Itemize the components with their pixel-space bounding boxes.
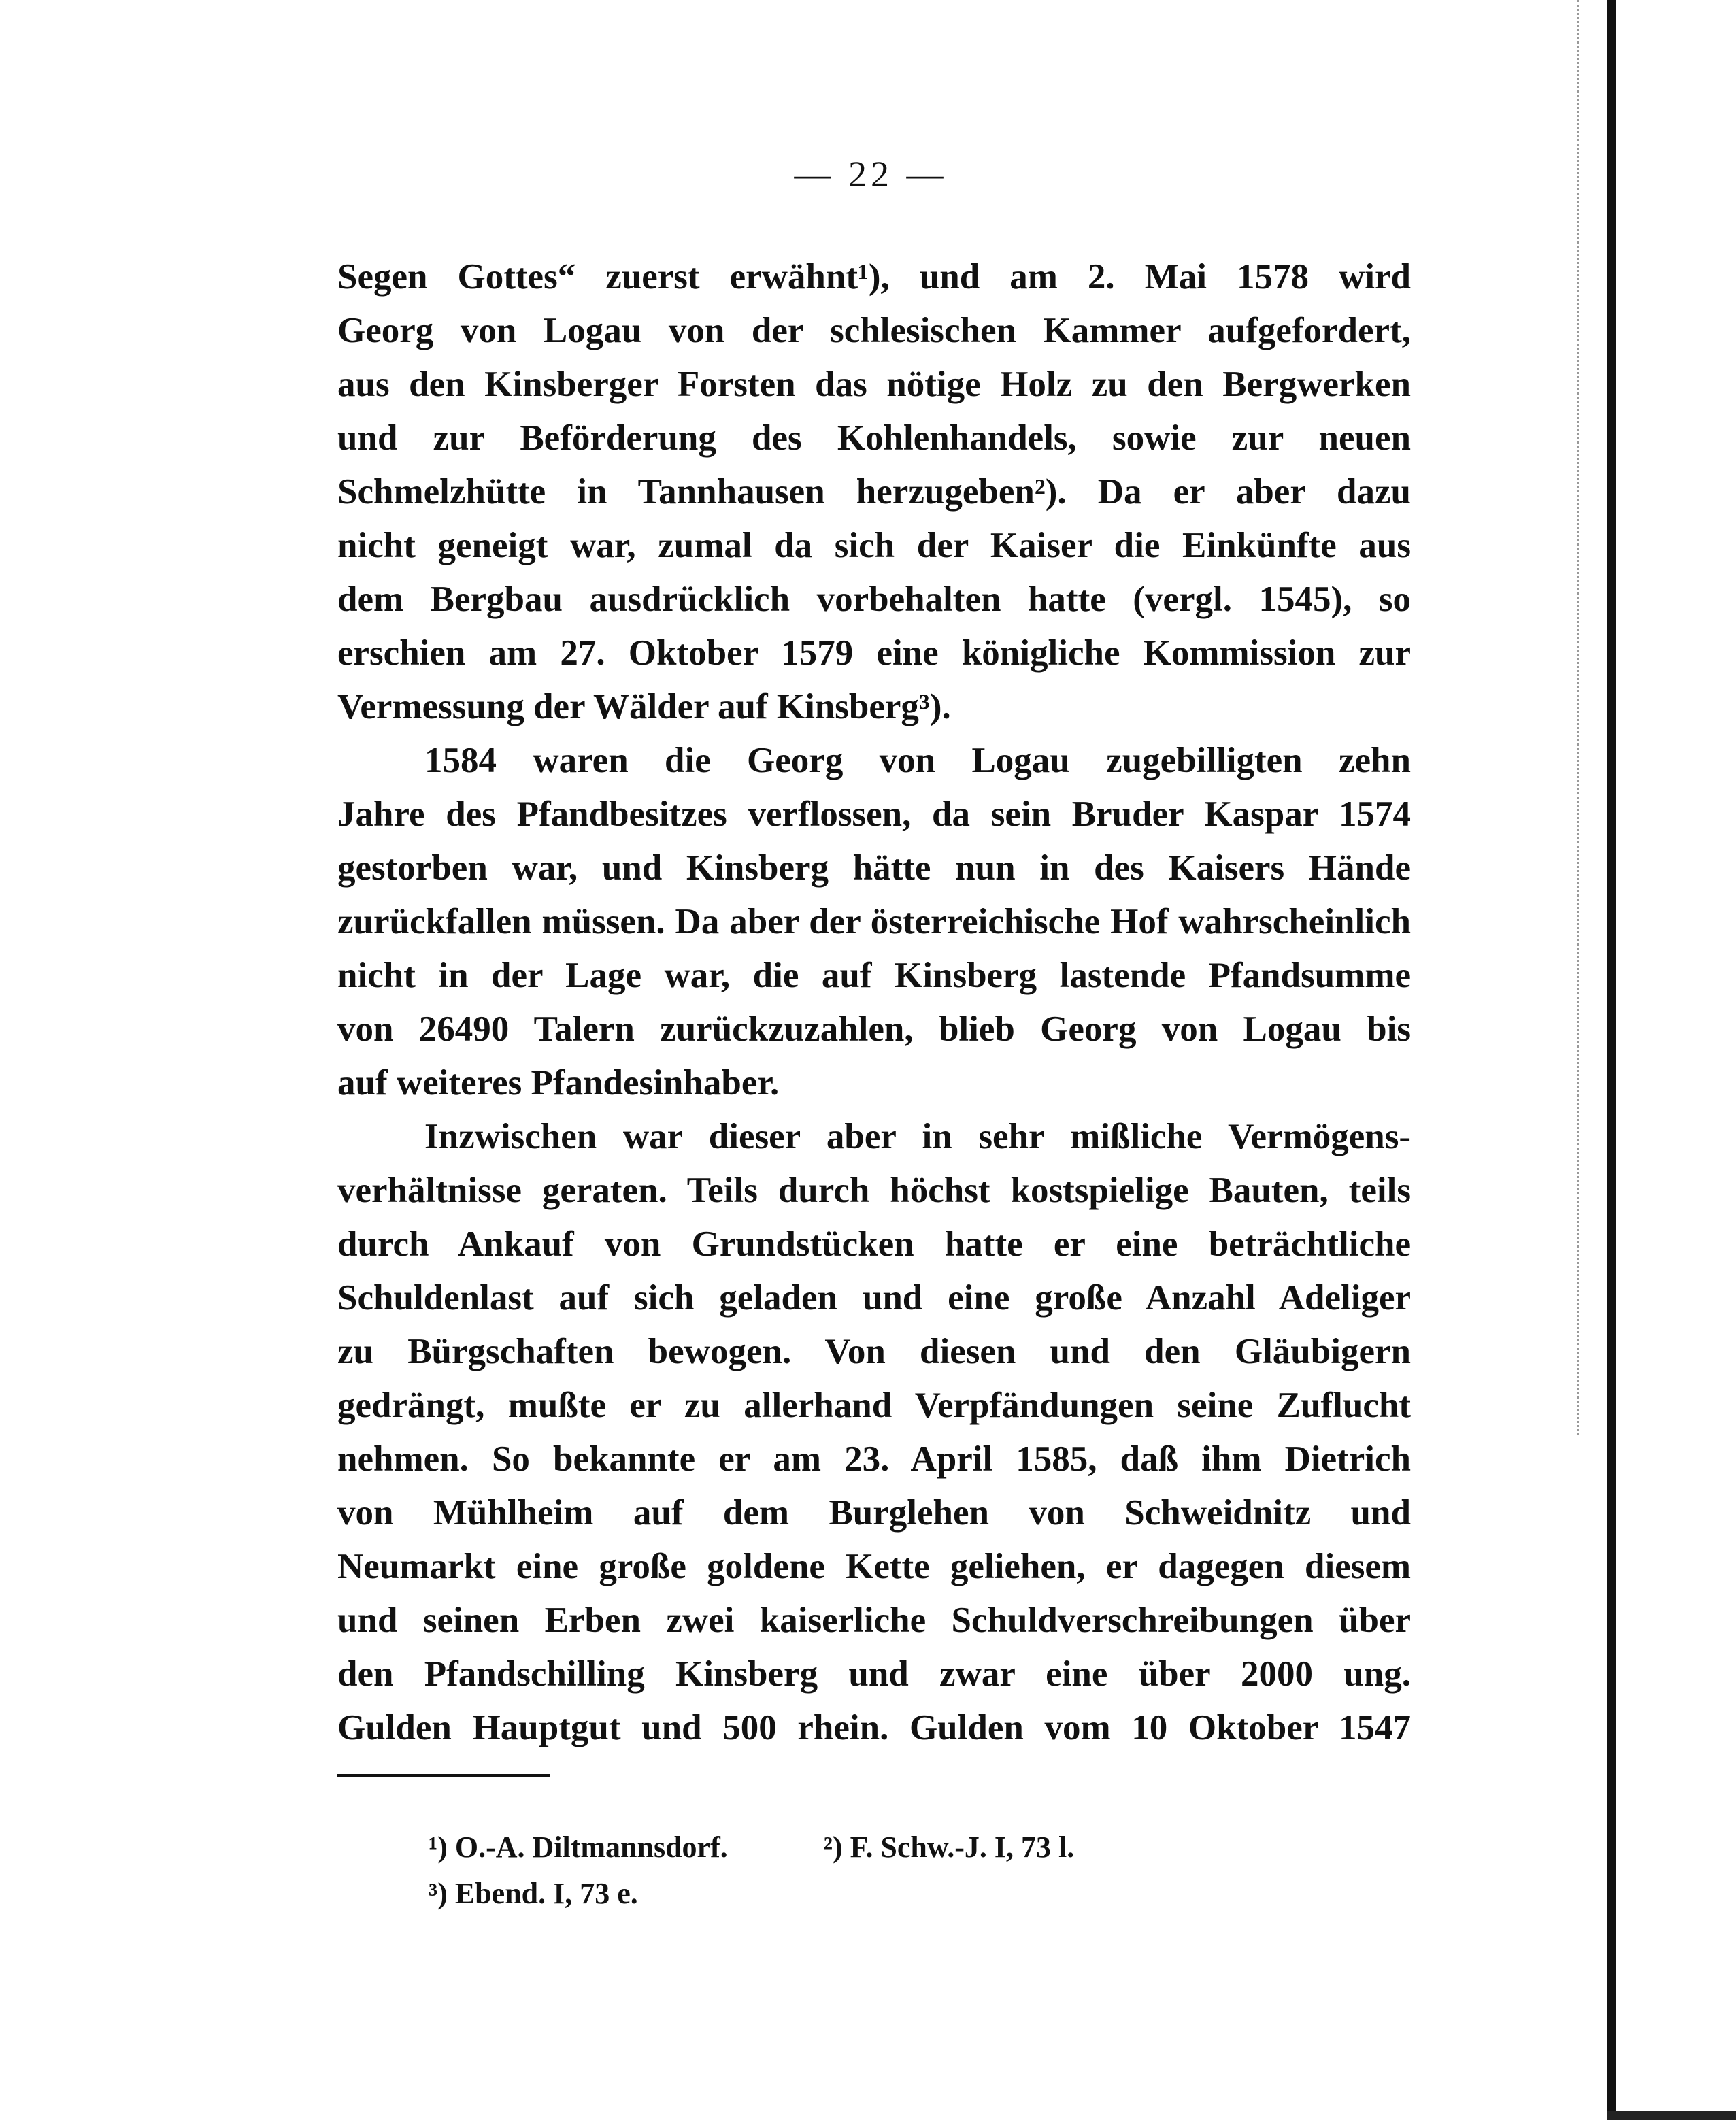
footnote-3: ³) Ebend. I, 73 e. bbox=[429, 1877, 638, 1910]
scan-edge-dots bbox=[1577, 0, 1579, 1435]
text-line: Vermessung der Wälder auf Kinsberg³). bbox=[337, 687, 951, 726]
text-line: auf weiteres Pfandesinhaber. bbox=[337, 1063, 780, 1103]
text-line: zurückfallen müssen. Da aber der österreichische Hof wahrscheinlich bbox=[337, 902, 1411, 941]
text-line: durch Ankauf von Grundstücken hatte er eine beträchtliche bbox=[337, 1224, 1411, 1264]
text-line: gedrängt, mußte er zu allerhand Verpfändungen seine Zuflucht bbox=[337, 1386, 1411, 1425]
text-line: und zur Beförderung des Kohlenhandels, sowie zur neuen bbox=[337, 418, 1411, 458]
text-line: von 26490 Talern zurückzuzahlen, blieb Georg von Logau bis bbox=[337, 1009, 1411, 1049]
text-line: erschien am 27. Oktober 1579 eine königliche Kommission zur bbox=[337, 633, 1411, 673]
text-line: Schuldenlast auf sich geladen und eine große Anzahl Adeliger bbox=[337, 1278, 1411, 1318]
text-line: Neumarkt eine große goldene Kette geliehen, er dagegen diesem bbox=[337, 1547, 1411, 1586]
text-line: dem Bergbau ausdrücklich vorbehalten hatte (vergl. 1545), so bbox=[337, 580, 1411, 619]
text-line: Gulden Hauptgut und 500 rhein. Gulden vom 10 Oktober 1547 bbox=[337, 1708, 1411, 1747]
footnote-rule bbox=[337, 1774, 550, 1777]
text-line: aus den Kinsberger Forsten das nötige Holz zu den Bergwerken bbox=[337, 365, 1411, 404]
text-line: verhältnisse geraten. Teils durch höchst kostspielige Bauten, teils bbox=[337, 1171, 1411, 1210]
text-line: Schmelzhütte in Tannhausen herzugeben²). Da er aber dazu bbox=[337, 472, 1411, 512]
text-line: 1584 waren die Georg von Logau zugebilligten zehn bbox=[424, 741, 1411, 780]
text-line: Inzwischen war dieser aber in sehr mißliche Vermögens- bbox=[424, 1117, 1411, 1156]
text-line: und seinen Erben zwei kaiserliche Schuldverschreibungen über bbox=[337, 1601, 1411, 1640]
scan-bottom-edge bbox=[1607, 2111, 1736, 2120]
text-line: Segen Gottes“ zuerst erwähnt¹), und am 2. Mai 1578 wird bbox=[337, 257, 1411, 297]
text-line: nehmen. So bekannte er am 23. April 1585, daß ihm Dietrich bbox=[337, 1439, 1411, 1479]
text-line: Georg von Logau von der schlesischen Kammer aufgefordert, bbox=[337, 311, 1411, 350]
text-line: den Pfandschilling Kinsberg und zwar eine über 2000 ung. bbox=[337, 1654, 1411, 1694]
text-line: zu Bürgschaften bewogen. Von diesen und den Gläubigern bbox=[337, 1332, 1411, 1371]
text-line: nicht geneigt war, zumal da sich der Kaiser die Einkünfte aus bbox=[337, 526, 1411, 565]
footnotes bbox=[429, 1824, 1163, 1917]
text-line: Jahre des Pfandbesitzes verflossen, da sein Bruder Kaspar 1574 bbox=[337, 794, 1411, 834]
scan-page-edge bbox=[1607, 0, 1616, 2115]
footnote-1: ¹) O.-A. Diltmannsdorf. bbox=[429, 1830, 728, 1864]
footnote-2: ²) F. Schw.-J. I, 73 l. bbox=[823, 1830, 1075, 1864]
text-line: von Mühlheim auf dem Burglehen von Schweidnitz und bbox=[337, 1493, 1411, 1533]
text-line: gestorben war, und Kinsberg hätte nun in des Kaisers Hände bbox=[337, 848, 1411, 888]
text-line: nicht in der Lage war, die auf Kinsberg lastende Pfandsumme bbox=[337, 956, 1411, 995]
page-number: — 22 — bbox=[794, 154, 948, 195]
body-text bbox=[337, 250, 1411, 1755]
